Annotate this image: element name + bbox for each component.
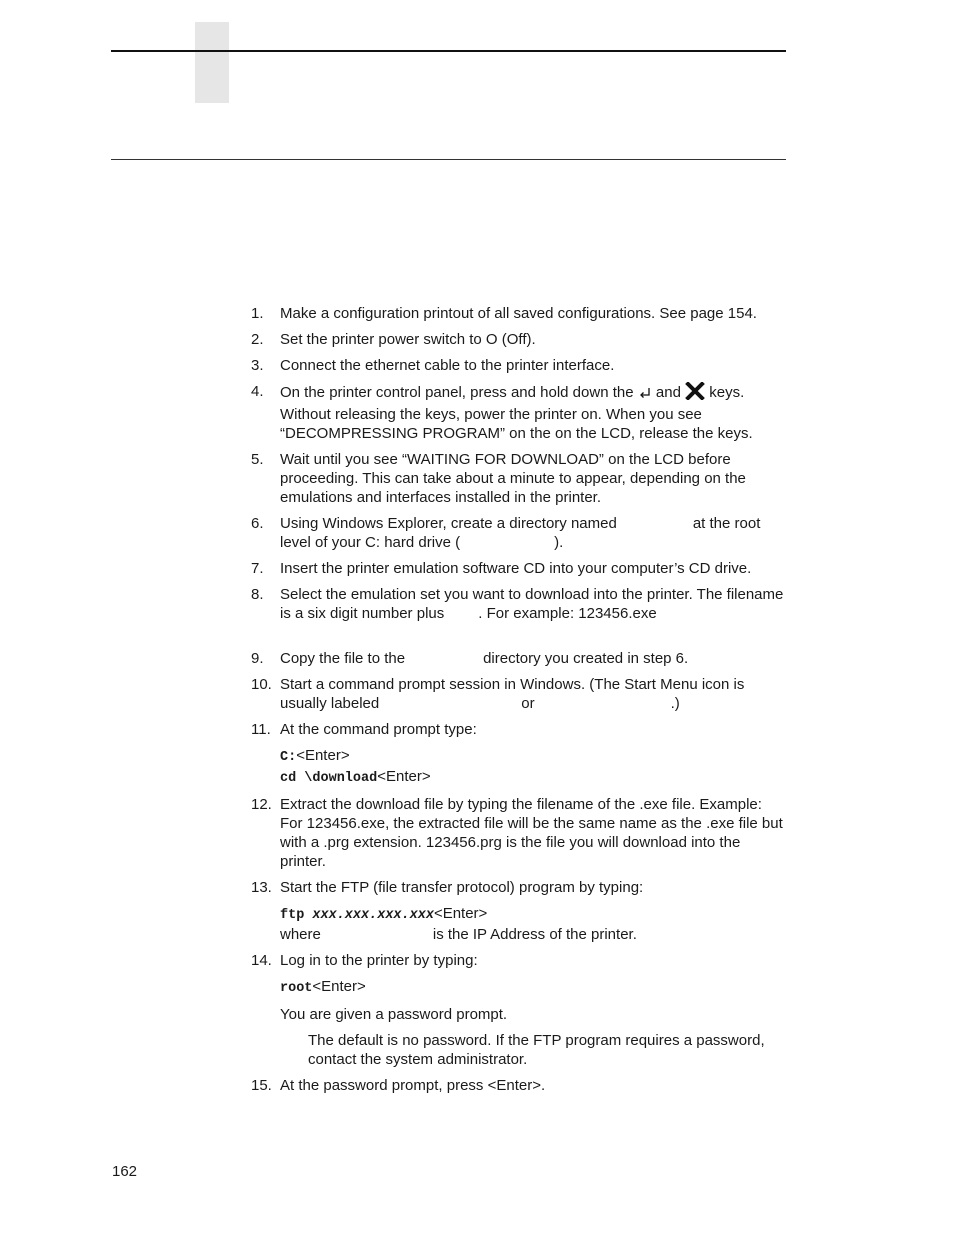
step-text: At the command prompt type:	[280, 721, 477, 738]
page-number: 162	[112, 1163, 138, 1180]
step-text: On the printer control panel, press and hold down the	[280, 384, 634, 401]
step-15	[251, 1076, 786, 1095]
x-cross-icon	[685, 382, 705, 405]
step-1	[251, 304, 786, 323]
command-block	[251, 746, 786, 788]
step-text: . For example: 123456.exe	[478, 605, 657, 622]
step-text: Select the emulation set you want to download into the printer. The filename is a six digit number plus	[280, 586, 784, 622]
step-number: 1.	[251, 305, 264, 322]
step-number: 7.	[251, 560, 264, 577]
step-text: Start a command prompt session in Windows. (The Start Menu icon is usually labeled	[280, 676, 745, 712]
command-text: C:	[280, 750, 297, 765]
step-10	[251, 675, 786, 713]
chapter-tab-block	[195, 22, 229, 103]
note-text: The default is no password. If the FTP program requires a password, contact the system administrator.	[308, 1032, 765, 1068]
step-text: Without releasing the keys, power the printer on. When you see “DECOMPRESSING PROGRAM” on the on the LCD, release the keys.	[280, 406, 753, 442]
step-number: 8.	[251, 586, 264, 603]
step-number: 3.	[251, 357, 264, 374]
command-text: cd \download	[280, 771, 378, 786]
step-number: 12.	[251, 796, 272, 813]
prompt-text: You are given a password prompt.	[280, 1006, 508, 1023]
step-text: keys.	[709, 384, 745, 401]
step-13	[251, 878, 786, 897]
step-text: Insert the printer emulation software CD into your computer’s CD drive.	[280, 560, 752, 577]
step-text: Copy the file to the	[280, 650, 406, 667]
step-2	[251, 330, 786, 349]
step-text: or	[521, 695, 535, 712]
step-text: level of your C: hard drive (	[280, 534, 461, 551]
step-number: 10.	[251, 676, 272, 693]
step-text: Start the FTP (file transfer protocol) program by typing:	[280, 879, 644, 896]
where-text: where	[280, 926, 321, 943]
step-number: 11.	[251, 721, 271, 738]
step-text: Extract the download file by typing the filename of the .exe file. Example: For 123456.exe, the extracted file will be the same name as the .exe file but with a .prg extension. 123456.prg is the file you will download into the printer.	[280, 796, 783, 870]
step-number: 2.	[251, 331, 264, 348]
where-rest: is the IP Address of the printer.	[432, 926, 637, 943]
step-12	[251, 795, 786, 871]
enter-label: <Enter>	[377, 768, 431, 785]
step-text: Make a configuration printout of all saved configurations. See page 154.	[280, 305, 757, 322]
command-block	[251, 977, 786, 998]
step-text: Set the printer power switch to O (Off).	[280, 331, 536, 348]
step-number: 13.	[251, 879, 272, 896]
header-rule	[111, 50, 786, 52]
step-text: ).	[554, 534, 564, 551]
procedure-list	[251, 304, 786, 1102]
enter-label: <Enter>	[296, 747, 350, 764]
step-text: Connect the ethernet cable to the printer interface.	[280, 357, 615, 374]
ip-address-placeholder: xxx.xxx.xxx.xxx	[312, 908, 434, 923]
command-block	[251, 904, 786, 944]
step-text: .)	[670, 695, 680, 712]
step-7	[251, 559, 786, 578]
step-number: 4.	[251, 383, 264, 400]
step-number: 6.	[251, 515, 264, 532]
step-text: Wait until you see “WAITING FOR DOWNLOAD” on the LCD before proceeding. This can take about a minute to appear, depending on the emulations and interfaces installed in the printer.	[280, 451, 746, 506]
step-text: At the password prompt, press <Enter>.	[280, 1077, 546, 1094]
step-5	[251, 450, 786, 507]
step-number: 14.	[251, 952, 272, 969]
step-number: 9.	[251, 650, 264, 667]
step-3	[251, 356, 786, 375]
step-4	[251, 382, 786, 443]
enter-label: <Enter>	[312, 978, 366, 995]
step-number: 5.	[251, 451, 264, 468]
return-arrow-icon	[638, 386, 652, 405]
command-text: root	[280, 981, 313, 996]
step-text: Log in to the printer by typing:	[280, 952, 478, 969]
step-8	[251, 585, 786, 623]
enter-label: <Enter>	[433, 905, 488, 922]
step-14	[251, 951, 786, 970]
step-11	[251, 720, 786, 739]
step-9	[251, 649, 786, 668]
command-text: ftp	[280, 908, 313, 923]
section-rule	[111, 159, 786, 160]
step-text: at the root	[692, 515, 761, 532]
step-text: and	[655, 384, 681, 401]
step-6	[251, 514, 786, 552]
step-text: Using Windows Explorer, create a directory named	[280, 515, 617, 532]
step-number: 15.	[251, 1077, 272, 1094]
step-text: directory you created in step 6.	[483, 650, 689, 667]
